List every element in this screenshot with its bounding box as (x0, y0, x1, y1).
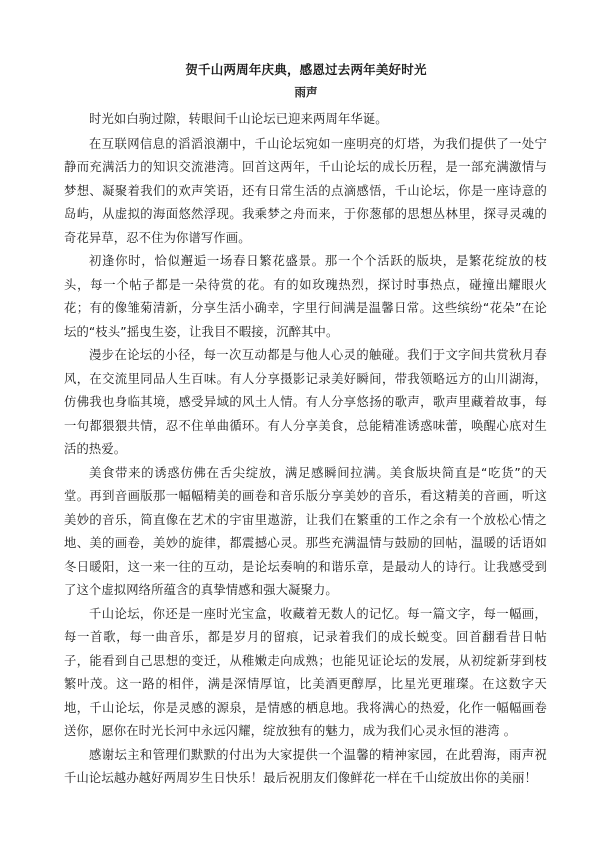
paragraph-3: 初逢你时，恰似邂逅一场春日繁花盛景。那一个个活跃的版块，是繁花绽放的枝头，每一个帖子都是一朵待赏的花。有的如玫瑰热烈，探讨时事热点，碰撞出耀眼火花；有的像雏菊清新，分享生活小确幸，字里行间满是温馨日常。这些缤纷“花朵”在论坛的“枝头”摇曳生姿，让我目不暇接，沉醉其中。 (64, 254, 547, 339)
paragraph-1: 时光如白驹过隙，转眼间千山论坛已迎来两周年华诞。 (89, 112, 388, 126)
paragraph-6: 千山论坛，你还是一座时光宝盒，收藏着无数人的记忆。每一篇文字，每一幅画，每一首歌，每一曲音乐，都是岁月的留痕，记录着我们的成长蜕变。回首翻看昔日帖子，能看到自己思想的变迁，从稚嫩走向成熟；也能见证论坛的发展，从初绽新芽到枝繁叶茂。这一路的相伴，满是深情厚谊，比美酒更醇厚，比星光更璀璨。在这数字天地，千山论坛，你是灵感的源泉，是情感的栖息地。我将满心的热爱，化作一幅幅画卷送你，愿你在时光长河中永远闪耀，绽放独有的魅力，成为我们心灵永恒的港湾 。 (64, 606, 547, 738)
paragraph-2: 在互联网信息的滔滔浪潮中，千山论坛宛如一座明亮的灯塔，为我们提供了一处宁静而充满活力的知识交流港湾。回首这两年，千山论坛的成长历程，是一部充满激情与梦想、凝聚着我们的欢声笑语，还有日常生活的点滴感悟，千山论坛，你是一座诗意的岛屿，从虚拟的海面悠然浮现。我乘梦之舟而来，于你葱郁的思想丛林里，探寻灵魂的奇花异草，忍不住为你谱写作画。 (64, 136, 547, 245)
author-name: 雨声 (294, 85, 318, 99)
paragraph-7: 感谢坛主和管理们默默的付出为大家提供一个温馨的精神家园，在此碧海，雨声祝千山论坛越办越好两周岁生日快乐！最后祝朋友们像鲜花一样在千山绽放出你的美丽！ (64, 747, 547, 785)
paragraph-5: 美食带来的诱惑仿佛在舌尖绽放，满足感瞬间拉满。美食版块简直是“吃货”的天堂。再到音画版那一幅幅精美的画卷和音乐版分享美妙的音乐，看这精美的音画，听这美妙的音乐，简直像在艺术的宇宙里遨游，让我们在繁重的工作之余有一个放松心情之地、美的画卷，美妙的旋律，都震撼心灵。那些充满温情与鼓励的回帖，温暖的话语如冬日暖阳，这一来一往的互动，是论坛奏响的和谐乐章，是最动人的诗行。让我感受到了这个虚拟网络所蕴含的真挚情感和强大凝聚力。 (64, 465, 547, 597)
article-body (64, 108, 547, 791)
paragraph-4: 漫步在论坛的小径，每一次互动都是与他人心灵的触碰。我们于文字间共赏秋月春风，在交流里同品人生百味。有人分享摄影记录美好瞬间，带我领略远方的山川湖海，仿佛我也身临其境，感受异域的风土人情。有人分享悠扬的歌声，歌声里藏着故事，每一句都猥猥共情，忍不住单曲循环。有人分享美食，总能精准诱惑味蕾，唤醒心底对生活的热爱。 (64, 348, 547, 456)
page-title: 贺千山两周年庆典，感恩过去两年美好时光 (185, 62, 427, 77)
